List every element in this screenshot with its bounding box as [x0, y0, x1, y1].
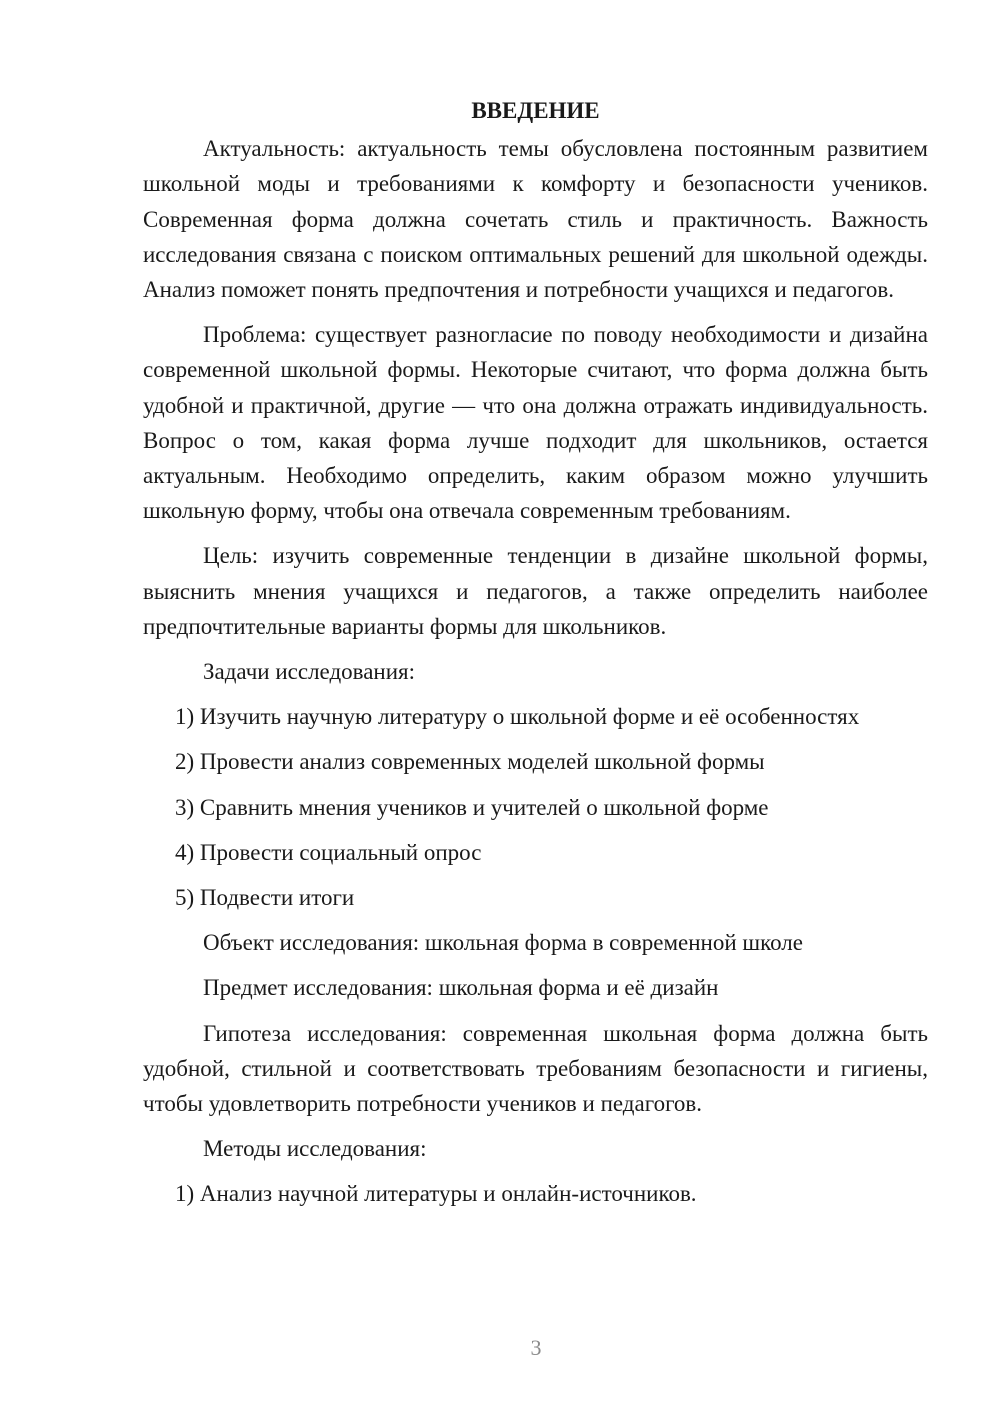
list-item: 4) Провести социальный опрос — [175, 839, 482, 865]
hypothesis-paragraph: Гипотеза исследования: современная школьная форма должна быть удобной, стильной и соответствовать требованиям безопасности и гигиены, чтобы удовлетворить потребности учеников и педагогов. — [143, 1020, 928, 1117]
problem-paragraph: Проблема: существует разногласие по поводу необходимости и дизайна современной школьной формы. Некоторые считают, что форма должна быть удобной и практичной, другие — что она должна отражать индивидуальность. Вопрос о том, какая форма лучше подходит для школьников, остается актуальным. Необходимо определить, каким образом можно улучшить школьную форму, чтобы она отвечала современным требованиям. — [143, 322, 928, 524]
methods-list — [143, 1176, 928, 1211]
subject-line: Предмет исследования: школьная форма и её дизайн — [203, 975, 719, 1001]
page-title: ВВЕДЕНИЕ — [471, 98, 600, 123]
tasks-list — [143, 699, 928, 915]
list-item: 2) Провести анализ современных моделей школьной формы — [175, 749, 765, 775]
relevance-paragraph: Актуальность: актуальность темы обусловлена постоянным развитием школьной моды и требованиями к комфорту и безопасности учеников. Современная форма должна сочетать стиль и практичность. Важность исследования связана с поиском оптимальных решений для школьной одежды. Анализ поможет понять предпочтения и потребности учащихся и педагогов. — [143, 136, 928, 303]
page-number: 3 — [530, 1335, 542, 1360]
list-item: 5) Подвести итоги — [175, 885, 355, 911]
page-content — [143, 93, 928, 1222]
methods-heading: Методы исследования: — [203, 1136, 427, 1162]
object-line: Объект исследования: школьная форма в современной школе — [203, 930, 803, 956]
list-item: 1) Изучить научную литературу о школьной форме и её особенностях — [175, 704, 860, 730]
tasks-heading: Задачи исследования: — [203, 659, 416, 685]
list-item: 1) Анализ научной литературы и онлайн-источников. — [175, 1181, 697, 1207]
list-item: 3) Сравнить мнения учеников и учителей о школьной форме — [175, 794, 769, 820]
goal-paragraph: Цель: изучить современные тенденции в дизайне школьной формы, выяснить мнения учащихся и педагогов, а также определить наиболее предпочтительные варианты формы для школьников. — [143, 543, 928, 639]
